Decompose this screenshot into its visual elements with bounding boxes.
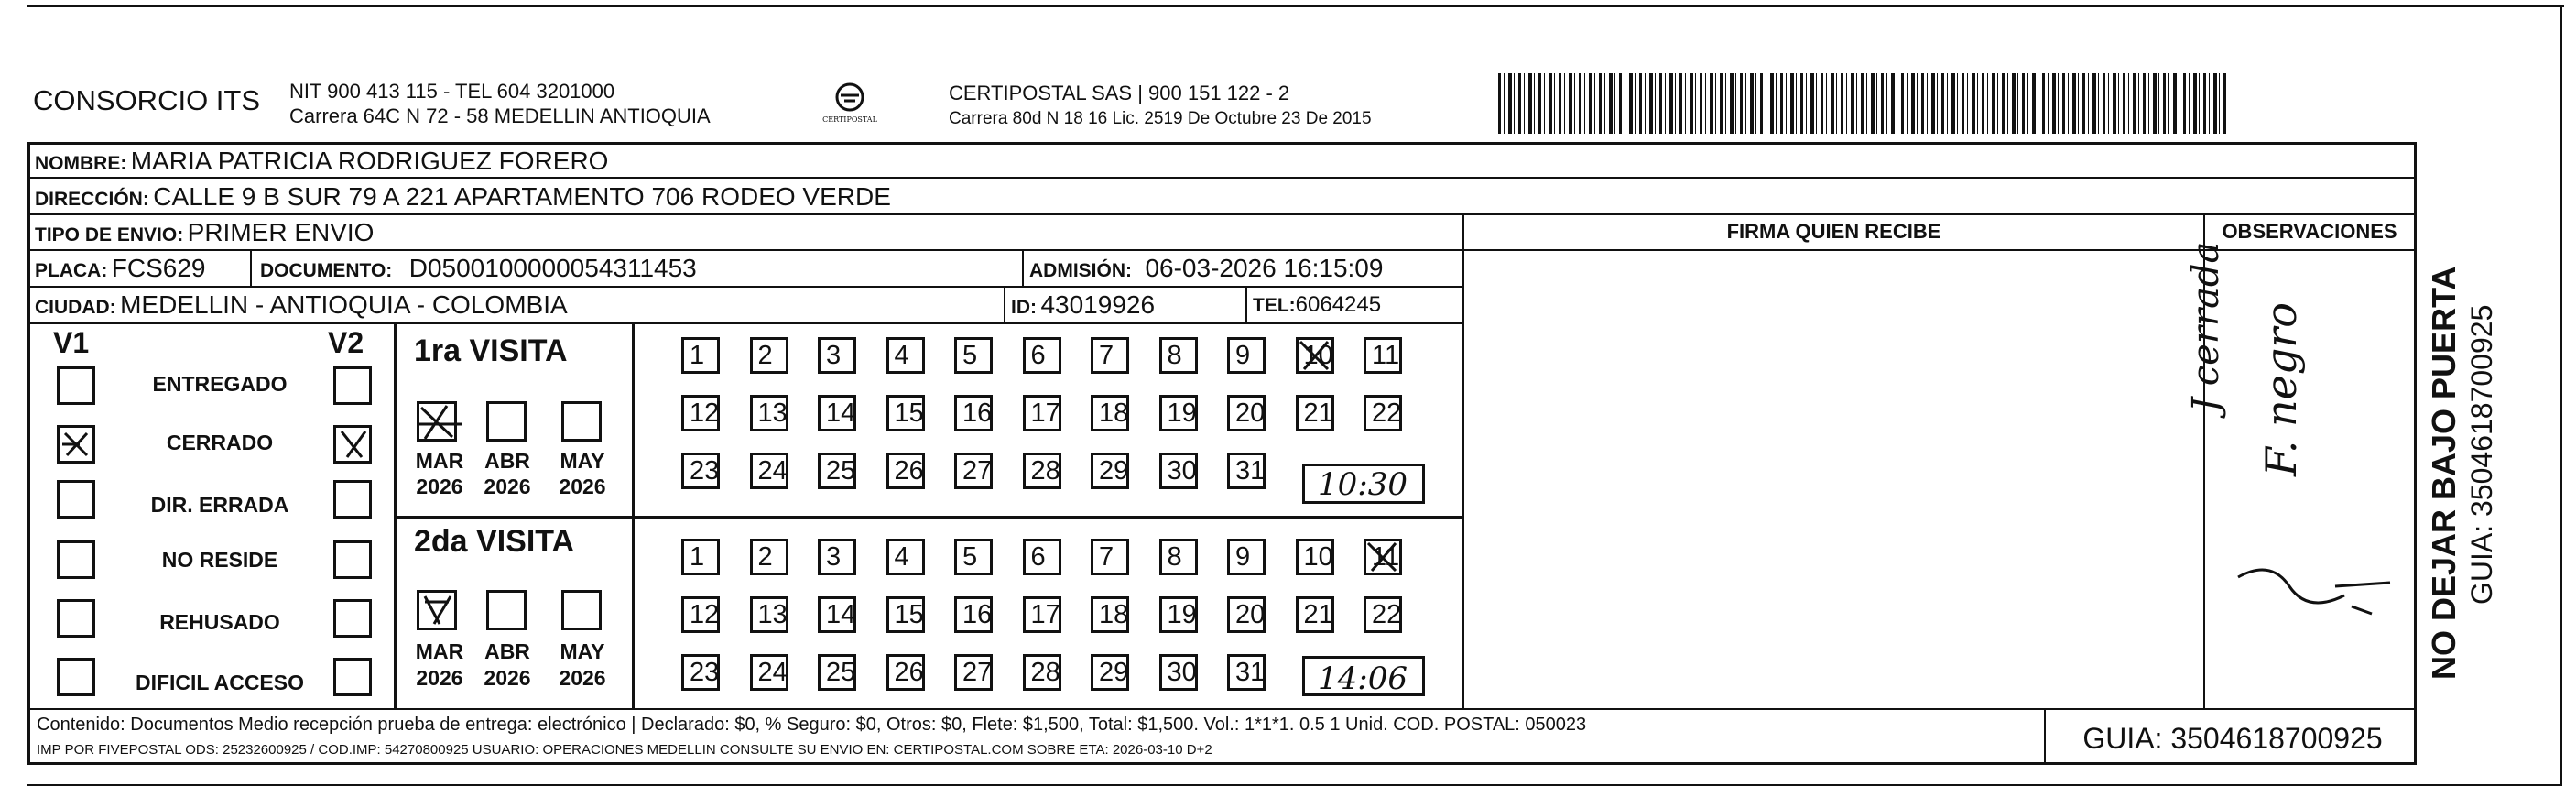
v2-entregado-checkbox[interactable]	[333, 366, 372, 405]
logo-icon	[813, 79, 886, 134]
day-box[interactable]: 2	[750, 539, 788, 575]
second-month-abr: ABR	[484, 639, 530, 663]
day-box[interactable]: 30	[1159, 453, 1198, 489]
day-box[interactable]: 16	[954, 596, 993, 633]
first-year-may: 2026	[559, 475, 606, 498]
admission-label: ADMISIÓN:	[1029, 260, 1132, 281]
row-line-6	[27, 708, 2416, 710]
check-mark-icon	[419, 593, 456, 629]
day-box[interactable]: 30	[1159, 654, 1198, 691]
type-value: PRIMER ENVIO	[187, 218, 375, 246]
first-month-may: MAY	[560, 449, 605, 473]
day-box[interactable]: 17	[1023, 395, 1061, 431]
carrier-address: Carrera 80d N 18 16 Lic. 2519 De Octubre 23 De 2015	[949, 109, 1372, 128]
carrier-name: CERTIPOSTAL SAS | 900 151 122 - 2	[949, 82, 1290, 104]
first-visit-may-checkbox[interactable]	[561, 401, 602, 442]
handwritten-observation-1: J cerrada	[2185, 241, 2227, 412]
name-row	[35, 147, 608, 176]
check-mark-icon	[419, 404, 465, 444]
bottom-edge-line	[27, 784, 2562, 786]
day-box[interactable]: 4	[886, 337, 925, 374]
day-box[interactable]: 15	[886, 395, 925, 431]
col-plate	[250, 249, 252, 286]
day-box[interactable]: 6	[1023, 539, 1061, 575]
day-box[interactable]: 25	[818, 654, 856, 691]
city-row	[35, 290, 568, 320]
day-box[interactable]: 7	[1091, 337, 1129, 374]
first-visit-abr-checkbox[interactable]	[486, 401, 527, 442]
address-row	[35, 182, 891, 212]
v1-dir-errada-checkbox[interactable]	[57, 480, 95, 519]
document-value: D0500100000054311453	[408, 254, 697, 282]
v1-no-reside-checkbox[interactable]	[57, 540, 95, 579]
status-no-reside: NO RESIDE	[161, 548, 278, 572]
id-row	[1011, 290, 1155, 320]
v2-dir-errada-checkbox[interactable]	[333, 480, 372, 519]
v2-no-reside-checkbox[interactable]	[333, 540, 372, 579]
second-visit-may-checkbox[interactable]	[561, 590, 602, 630]
day-box[interactable]: 31	[1227, 453, 1266, 489]
day-box[interactable]: 25	[818, 453, 856, 489]
company-address: Carrera 64C N 72 - 58 MEDELLIN ANTIOQUIA	[289, 104, 711, 127]
day-box[interactable]: 29	[1091, 453, 1129, 489]
first-year-abr: 2026	[484, 475, 531, 498]
status-rehusado: REHUSADO	[159, 610, 280, 634]
address-label: DIRECCIÓN:	[35, 189, 149, 210]
day-box[interactable]: 24	[750, 453, 788, 489]
day-box[interactable]: 22	[1364, 395, 1402, 431]
col-id	[1004, 286, 1005, 322]
handwritten-observation-2: F. negro	[2256, 302, 2306, 476]
day-box[interactable]: 16	[954, 395, 993, 431]
day-box[interactable]: 20	[1227, 596, 1266, 633]
barcode	[1498, 73, 2226, 134]
day-box[interactable]: 1	[681, 337, 720, 374]
v2-label: V2	[328, 326, 364, 359]
day-box[interactable]: 9	[1227, 539, 1266, 575]
name-label: NOMBRE:	[35, 153, 127, 174]
document-label: DOCUMENTO:	[260, 260, 393, 281]
day-box[interactable]: 8	[1159, 337, 1198, 374]
first-visit-mar-checkbox[interactable]	[417, 401, 457, 442]
day-box[interactable]: 6	[1023, 337, 1061, 374]
day-box[interactable]: 27	[954, 654, 993, 691]
day-box[interactable]: 4	[886, 539, 925, 575]
day-box[interactable]: 5	[954, 539, 993, 575]
status-dir-errada: DIR. ERRADA	[150, 493, 289, 517]
second-visit-abr-checkbox[interactable]	[486, 590, 527, 630]
day-box[interactable]	[1296, 337, 1334, 374]
day-box[interactable]: 22	[1364, 596, 1402, 633]
day-box[interactable]: 5	[954, 337, 993, 374]
v2-cerrado-checkbox[interactable]	[333, 425, 372, 464]
name-value: MARIA PATRICIA RODRIGUEZ FORERO	[130, 147, 609, 175]
day-cross-icon	[1364, 540, 1401, 574]
day-box[interactable]: 28	[1023, 654, 1061, 691]
day-box[interactable]: 15	[886, 596, 925, 633]
handwritten-stroke	[2234, 550, 2399, 623]
day-box[interactable]: 9	[1227, 337, 1266, 374]
day-box[interactable]: 12	[681, 596, 720, 633]
day-box[interactable]: 19	[1159, 395, 1198, 431]
second-visit-time-value: 14:06	[1318, 661, 1408, 697]
first-year-mar: 2026	[416, 475, 463, 498]
tel-label: TEL:	[1253, 295, 1296, 316]
day-box[interactable]: 7	[1091, 539, 1129, 575]
row-line-1	[27, 177, 2416, 179]
day-box[interactable]: 28	[1023, 453, 1061, 489]
col-signature	[1462, 213, 1464, 709]
second-month-may: MAY	[560, 639, 605, 663]
day-box[interactable]: 13	[750, 395, 788, 431]
v2-dificil-acceso-checkbox[interactable]	[333, 658, 372, 696]
day-box[interactable]: 27	[954, 453, 993, 489]
admission-row	[1029, 254, 1383, 283]
day-box[interactable]: 13	[750, 596, 788, 633]
v1-entregado-checkbox[interactable]	[57, 366, 95, 405]
col-admission	[1022, 249, 1024, 286]
day-box[interactable]: 2	[750, 337, 788, 374]
day-box[interactable]: 26	[886, 654, 925, 691]
certipostal-logo	[813, 79, 886, 134]
day-box[interactable]: 20	[1227, 395, 1266, 431]
company-name: CONSORCIO ITS	[33, 84, 261, 116]
v2-rehusado-checkbox[interactable]	[333, 599, 372, 638]
second-visit-time[interactable]	[1302, 656, 1425, 696]
day-number: 11	[1372, 542, 1400, 572]
plate-value: FCS629	[111, 254, 206, 282]
day-box[interactable]	[1364, 539, 1402, 575]
top-border	[27, 5, 2564, 7]
side-warning: NO DEJAR BAJO PUERTA	[2425, 266, 2462, 680]
signature-header: FIRMA QUIEN RECIBE	[1726, 220, 1941, 243]
footer-content: Contenido: Documentos Medio recepción prueba de entrega: electrónico | Declarado: $0, % Seguro: $0, Otros: $0, Flete: $1,500, Total: $1,500. Vol.: 1*1*1. 0.5 1 Unid. COD. POSTAL: 050023	[37, 715, 1587, 735]
second-year-mar: 2026	[416, 666, 463, 690]
col-guide	[2044, 708, 2046, 763]
tel-value: 6064245	[1295, 292, 1382, 317]
day-box[interactable]: 14	[818, 395, 856, 431]
first-visit-time-value: 10:30	[1318, 466, 1408, 503]
type-label: TIPO DE ENVIO:	[35, 224, 184, 246]
v1-dificil-acceso-checkbox[interactable]	[57, 658, 95, 696]
city-value: MEDELLIN - ANTIOQUIA - COLOMBIA	[120, 290, 568, 319]
row-visits-split	[394, 516, 1463, 519]
frame-right	[2414, 142, 2417, 765]
day-box[interactable]: 8	[1159, 539, 1198, 575]
day-box[interactable]: 10	[1296, 539, 1334, 575]
day-box[interactable]: 14	[818, 596, 856, 633]
address-value: CALLE 9 B SUR 79 A 221 APARTAMENTO 706 RODEO VERDE	[153, 182, 891, 211]
second-visit-mar-checkbox[interactable]	[417, 590, 457, 630]
footer-imp: IMP POR FIVEPOSTAL ODS: 25232600925 / COD.IMP: 54270800925 USUARIO: OPERACIONES MEDELLIN CONSULTE SU ENVIO EN: CERTIPOSTAL.COM SOBRE ETA: 2026-03-10 D+2	[37, 742, 1212, 758]
day-box[interactable]: 21	[1296, 395, 1334, 431]
second-year-may: 2026	[559, 666, 606, 690]
right-edge-line	[2560, 5, 2562, 786]
col-tel	[1245, 286, 1247, 322]
status-entregado: ENTREGADO	[152, 372, 288, 396]
day-box[interactable]: 29	[1091, 654, 1129, 691]
day-box[interactable]: 31	[1227, 654, 1266, 691]
frame-top	[27, 142, 2416, 145]
day-box[interactable]: 19	[1159, 596, 1198, 633]
day-box[interactable]: 23	[681, 453, 720, 489]
document-row	[260, 254, 697, 283]
type-row	[35, 218, 374, 247]
check-mark-icon	[336, 428, 369, 461]
day-number: 10	[1303, 341, 1333, 370]
row-line-2	[27, 213, 2416, 215]
check-mark-icon	[60, 428, 92, 461]
day-box[interactable]: 23	[681, 654, 720, 691]
id-value: 43019926	[1040, 290, 1156, 319]
v1-rehusado-checkbox[interactable]	[57, 599, 95, 638]
day-box[interactable]: 26	[886, 453, 925, 489]
day-box[interactable]: 18	[1091, 596, 1129, 633]
row-line-5	[27, 322, 1462, 324]
second-month-mar: MAR	[415, 639, 464, 663]
observations-header: OBSERVACIONES	[2222, 220, 2397, 243]
side-guide: GUIA: 3504618700925	[2465, 304, 2498, 605]
day-box[interactable]: 11	[1364, 337, 1402, 374]
status-dificil-acceso: DIFICIL ACCESO	[135, 671, 304, 694]
first-month-abr: ABR	[484, 449, 530, 473]
day-box[interactable]: 1	[681, 539, 720, 575]
city-label: CIUDAD:	[35, 297, 116, 318]
day-box[interactable]: 3	[818, 539, 856, 575]
second-year-abr: 2026	[484, 666, 531, 690]
day-box[interactable]: 18	[1091, 395, 1129, 431]
plate-row	[35, 254, 206, 283]
header-underline	[1462, 249, 2416, 251]
v1-label: V1	[53, 326, 90, 359]
day-box[interactable]: 24	[750, 654, 788, 691]
footer-guide: GUIA: 3504618700925	[2082, 722, 2383, 755]
first-visit-time[interactable]	[1302, 464, 1425, 504]
second-visit-title: 2da VISITA	[414, 524, 575, 559]
frame-bottom	[27, 762, 2416, 765]
v1-cerrado-checkbox[interactable]	[57, 425, 95, 464]
day-box[interactable]: 3	[818, 337, 856, 374]
first-month-mar: MAR	[415, 449, 464, 473]
admission-value: 06-03-2026 16:15:09	[1145, 254, 1384, 282]
day-box[interactable]: 21	[1296, 596, 1334, 633]
tel-row	[1253, 292, 1381, 318]
logo-caption: CERTIPOSTAL	[822, 115, 877, 124]
id-label: ID:	[1011, 297, 1037, 318]
plate-label: PLACA:	[35, 260, 108, 281]
status-cerrado: CERRADO	[166, 431, 274, 454]
frame-left	[27, 142, 30, 765]
day-box[interactable]: 12	[681, 395, 720, 431]
day-cross-icon	[1297, 338, 1333, 373]
first-visit-title: 1ra VISITA	[414, 333, 568, 368]
company-nit: NIT 900 413 115 - TEL 604 3201000	[289, 80, 615, 103]
day-box[interactable]: 17	[1023, 596, 1061, 633]
